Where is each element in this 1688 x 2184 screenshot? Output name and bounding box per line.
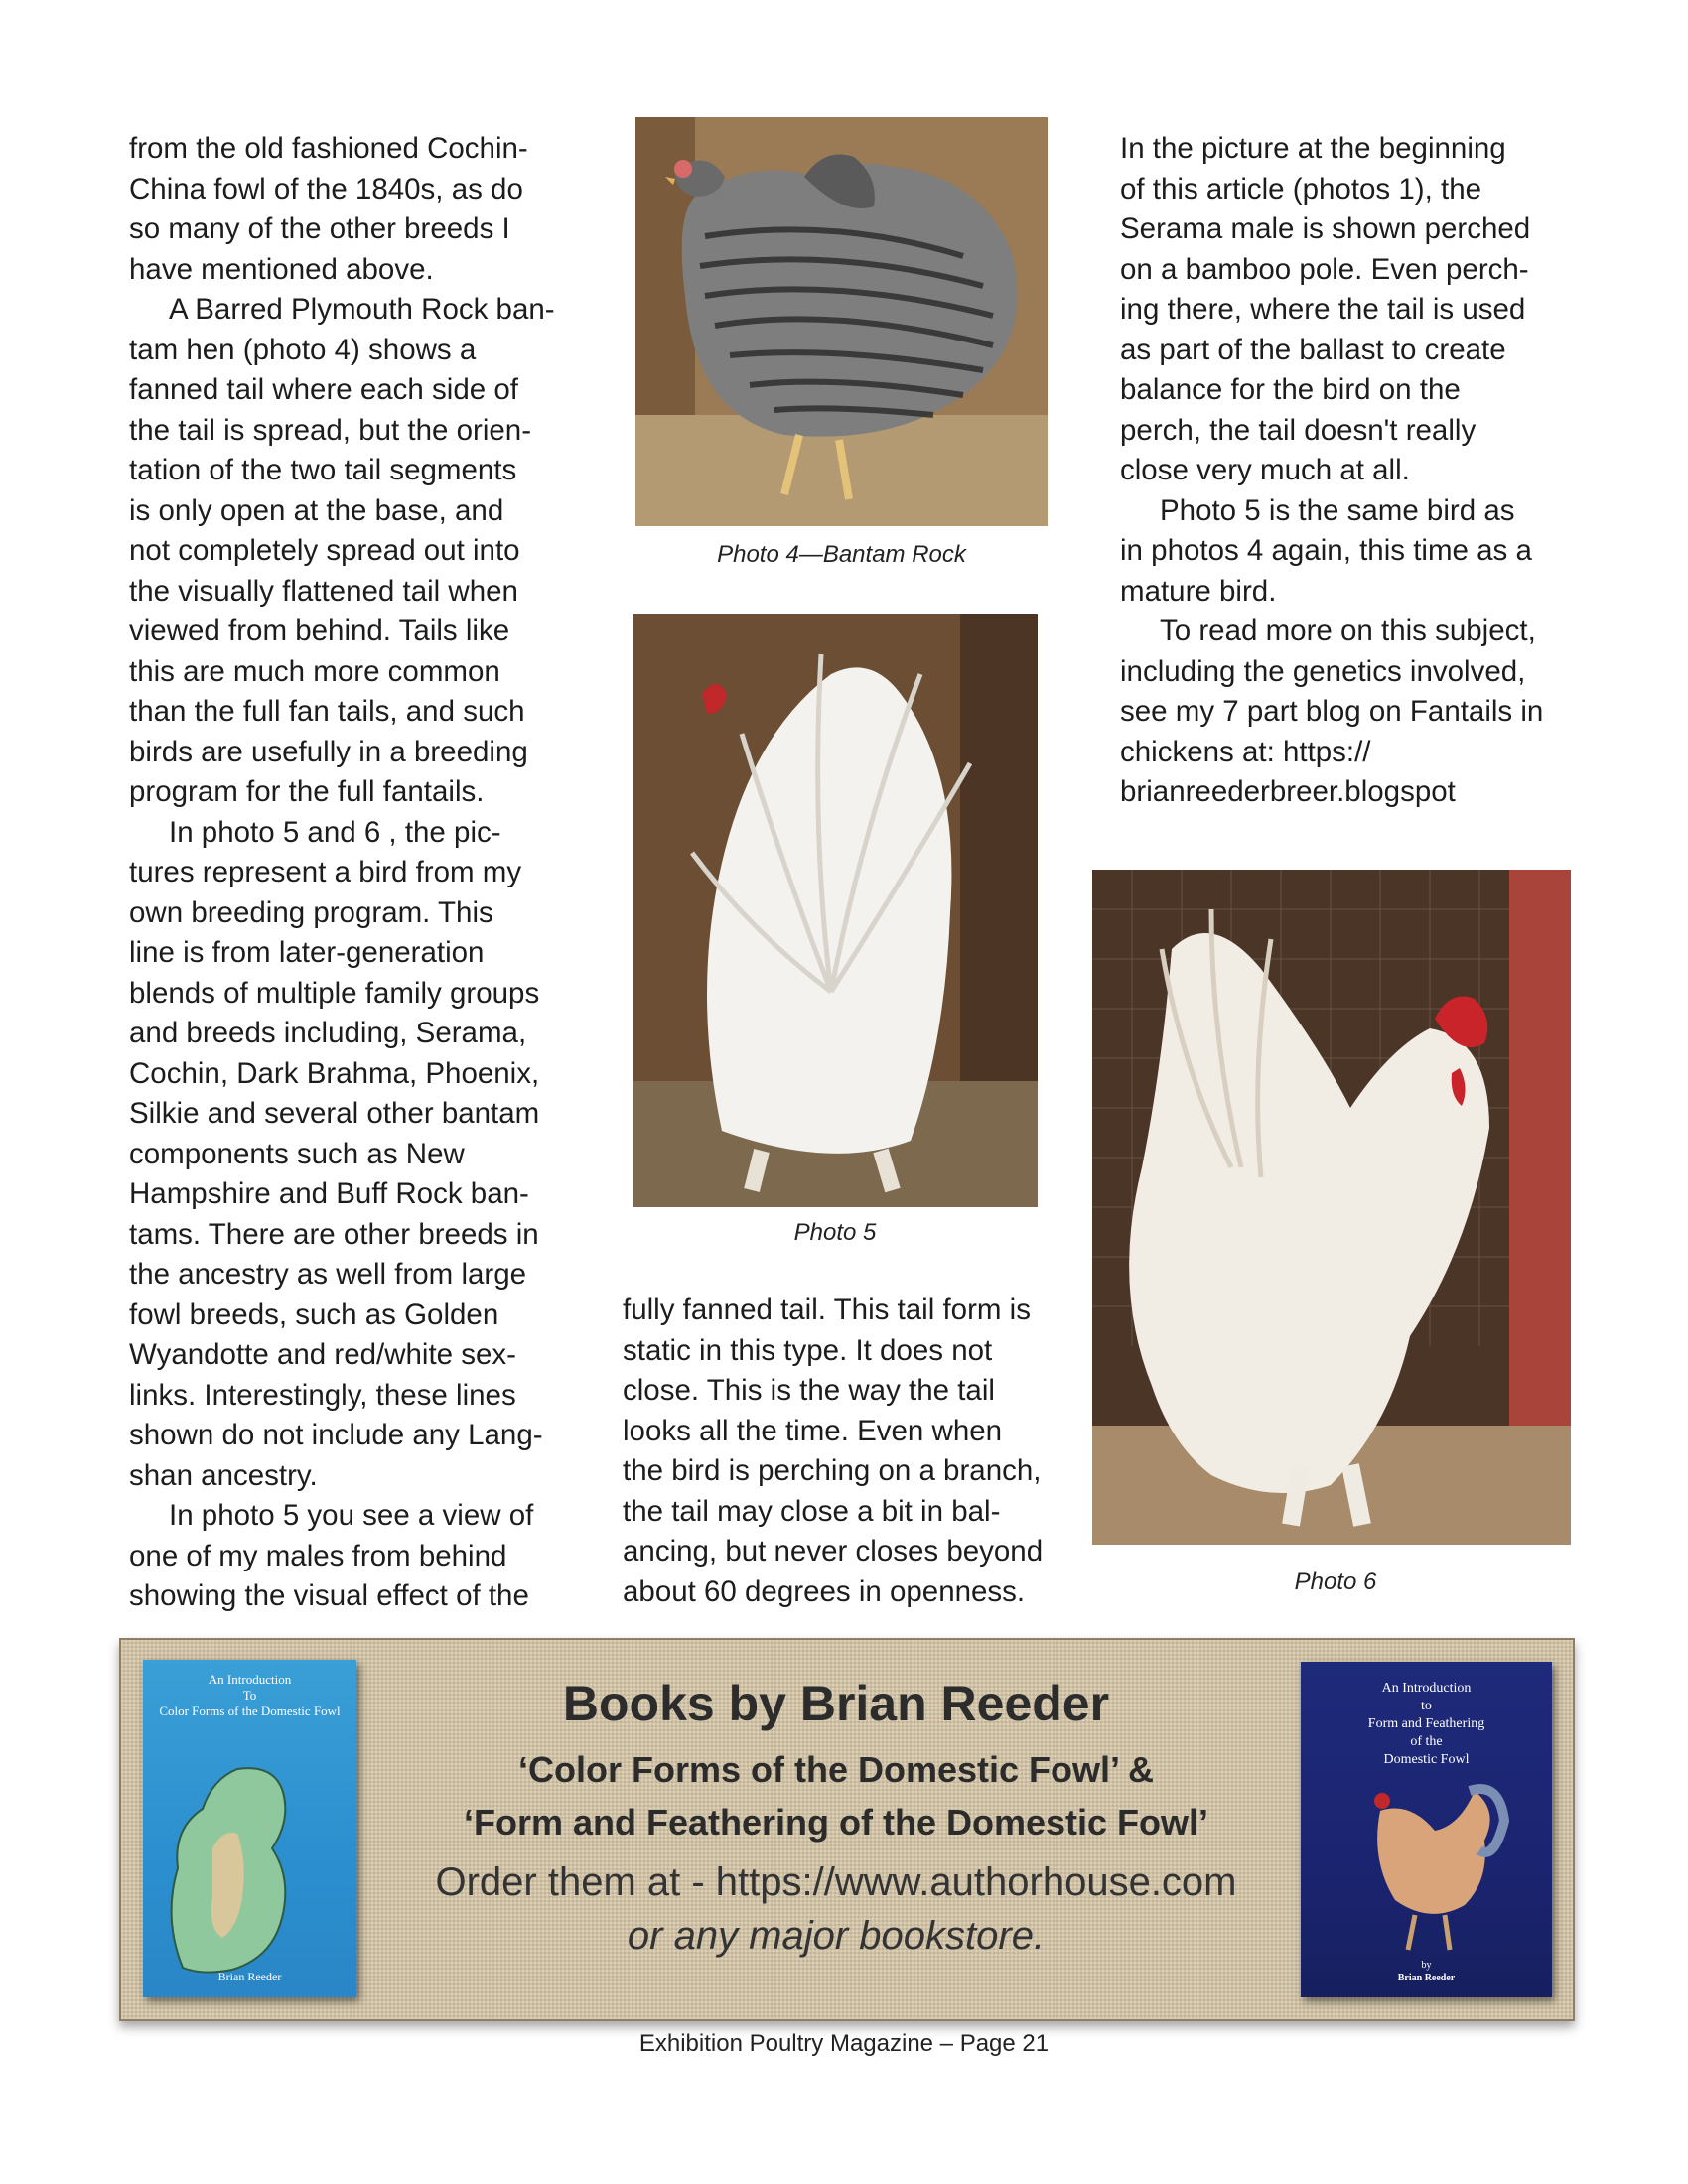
text-line: blends of multiple family groups — [129, 976, 540, 1010]
left-column-text — [129, 129, 566, 1617]
text-line: perch, the tail doesn't really — [1120, 413, 1477, 447]
text-line: birds are usefully in a breeding — [129, 735, 528, 768]
text-line: To read more on this subject, — [1160, 614, 1536, 647]
text-line: about 60 degrees in openness. — [623, 1574, 1026, 1608]
book-cover-color-forms — [143, 1660, 356, 1997]
text-line: from the old fashioned Cochin- — [129, 132, 528, 165]
text-line: Cochin, Dark Brahma, Phoenix, — [129, 1056, 540, 1090]
text-line: viewed from behind. Tails like — [129, 614, 510, 647]
text-line: Photo 5 is the same bird as — [1160, 493, 1515, 527]
text-line: shown do not include any Lang- — [129, 1419, 543, 1451]
text-line: components such as New — [129, 1137, 465, 1170]
text-line: In the picture at the beginning — [1120, 132, 1506, 165]
ad-book-title-2: ‘Form and Feathering of the Domestic Fowl’ — [463, 1802, 1209, 1843]
photo-6-white-rooster-side — [1092, 870, 1571, 1545]
text-line: close very much at all. — [1120, 454, 1410, 486]
text-line: showing the visual effect of the — [129, 1579, 529, 1612]
text-line: ancing, but never closes beyond — [623, 1535, 1044, 1568]
book-cover-title-line: An Introduction — [1381, 1681, 1472, 1696]
photo-6-illustration — [1092, 870, 1571, 1545]
ad-bookstore-note: or any major bookstore. — [627, 1914, 1046, 1958]
ad-heading: Books by Brian Reeder — [562, 1676, 1110, 1731]
text-line: Serama male is shown perched — [1120, 212, 1531, 245]
book-cover-by: by — [1421, 1960, 1432, 1971]
book-cover-title-line: of the — [1410, 1734, 1443, 1749]
text-line: see my 7 part blog on Fantails in — [1120, 695, 1544, 728]
text-line: China fowl of the 1840s, as do — [129, 172, 523, 205]
text-line: tam hen (photo 4) shows a — [129, 333, 477, 366]
text-line: the tail may close a bit in bal- — [623, 1494, 1001, 1528]
right-column-text — [1120, 129, 1567, 813]
text-line: the bird is perching on a branch, — [623, 1454, 1042, 1487]
text-line: Hampshire and Buff Rock ban- — [129, 1177, 529, 1210]
text-line: A Barred Plymouth Rock ban- — [169, 293, 555, 326]
photo-4-barred-rock-hen — [635, 117, 1048, 526]
text-line: including the genetics involved, — [1120, 654, 1526, 688]
book-cover-author: Brian Reeder — [217, 1970, 282, 1983]
text-line: have mentioned above. — [129, 252, 434, 286]
book-advertisement-banner — [119, 1638, 1575, 2021]
book-cover-title-line: An Introduction — [208, 1672, 292, 1687]
text-line: In photo 5 and 6 , the pic- — [169, 815, 501, 849]
text-line: fowl breeds, such as Golden — [129, 1297, 499, 1331]
text-line: program for the full fantails. — [129, 775, 485, 808]
book-cover-map-art — [143, 1660, 356, 1997]
text-line: In photo 5 you see a view of — [169, 1499, 534, 1532]
text-line: own breeding program. This — [129, 895, 493, 929]
photo-5-illustration — [633, 614, 1038, 1207]
text-line: static in this type. It does not — [623, 1333, 993, 1367]
text-line: and breeds including, Serama, — [129, 1017, 527, 1049]
book-cover-rooster-art — [1301, 1662, 1552, 1997]
ad-order-link[interactable]: Order them at - https://www.authorhouse.com — [435, 1860, 1237, 1904]
text-line: tams. There are other breeds in — [129, 1217, 539, 1251]
middle-column-text — [623, 1291, 1069, 1612]
book-cover-form-feathering — [1301, 1662, 1552, 1997]
text-line: in photos 4 again, this time as a — [1120, 534, 1532, 567]
text-line: one of my males from behind — [129, 1539, 507, 1572]
photo-5-white-rooster-back — [633, 614, 1038, 1207]
text-line: fully fanned tail. This tail form is — [623, 1294, 1031, 1326]
text-line: chickens at: https:// — [1120, 735, 1371, 768]
text-line: the ancestry as well from large — [129, 1258, 527, 1291]
book-cover-title-line: Color Forms of the Domestic Fowl — [159, 1704, 341, 1718]
book-cover-title-line: Domestic Fowl — [1383, 1752, 1470, 1767]
text-line: Silkie and several other bantam — [129, 1097, 540, 1130]
book-cover-title-line: to — [1421, 1699, 1432, 1713]
ad-book-title-1: ‘Color Forms of the Domestic Fowl’ & — [517, 1749, 1155, 1790]
text-line: tures represent a bird from my — [129, 856, 522, 888]
page-footer: Exhibition Poultry Magazine – Page 21 — [638, 2030, 1050, 2057]
text-line: this are much more common — [129, 654, 500, 688]
text-line: is only open at the base, and — [129, 493, 504, 527]
text-line: ing there, where the tail is used — [1120, 293, 1526, 326]
text-line: so many of the other breeds I — [129, 212, 510, 245]
photo-4-caption: Photo 4—Bantam Rock — [717, 541, 966, 568]
photo-6-caption: Photo 6 — [1294, 1569, 1377, 1595]
text-line: Wyandotte and red/white sex- — [129, 1338, 516, 1371]
text-line: links. Interestingly, these lines — [129, 1378, 516, 1412]
text-line: mature bird. — [1120, 574, 1277, 608]
text-line: on a bamboo pole. Even perch- — [1120, 252, 1529, 286]
text-line: balance for the bird on the — [1120, 373, 1461, 406]
text-line: than the full fan tails, and such — [129, 695, 525, 728]
text-line: line is from later-generation — [129, 936, 485, 969]
text-line: fanned tail where each side of — [129, 373, 518, 406]
book-cover-author: Brian Reeder — [1397, 1973, 1456, 1983]
photo-5-caption: Photo 5 — [793, 1219, 877, 1246]
text-line: shan ancestry. — [129, 1458, 318, 1492]
book-cover-title-line: Form and Feathering — [1367, 1716, 1485, 1731]
text-line: the visually flattened tail when — [129, 574, 518, 608]
text-line: of this article (photos 1), the — [1120, 172, 1482, 205]
text-line: looks all the time. Even when — [623, 1414, 1003, 1447]
text-line: brianreederbreer.blogspot — [1120, 775, 1456, 808]
text-line: the tail is spread, but the orien- — [129, 413, 532, 447]
text-line: tation of the two tail segments — [129, 454, 517, 486]
photo-4-illustration — [635, 117, 1048, 526]
book-cover-title-line: To — [242, 1688, 257, 1703]
text-line: close. This is the way the tail — [623, 1374, 995, 1407]
text-line: not completely spread out into — [129, 534, 520, 567]
text-line: as part of the ballast to create — [1120, 333, 1506, 366]
